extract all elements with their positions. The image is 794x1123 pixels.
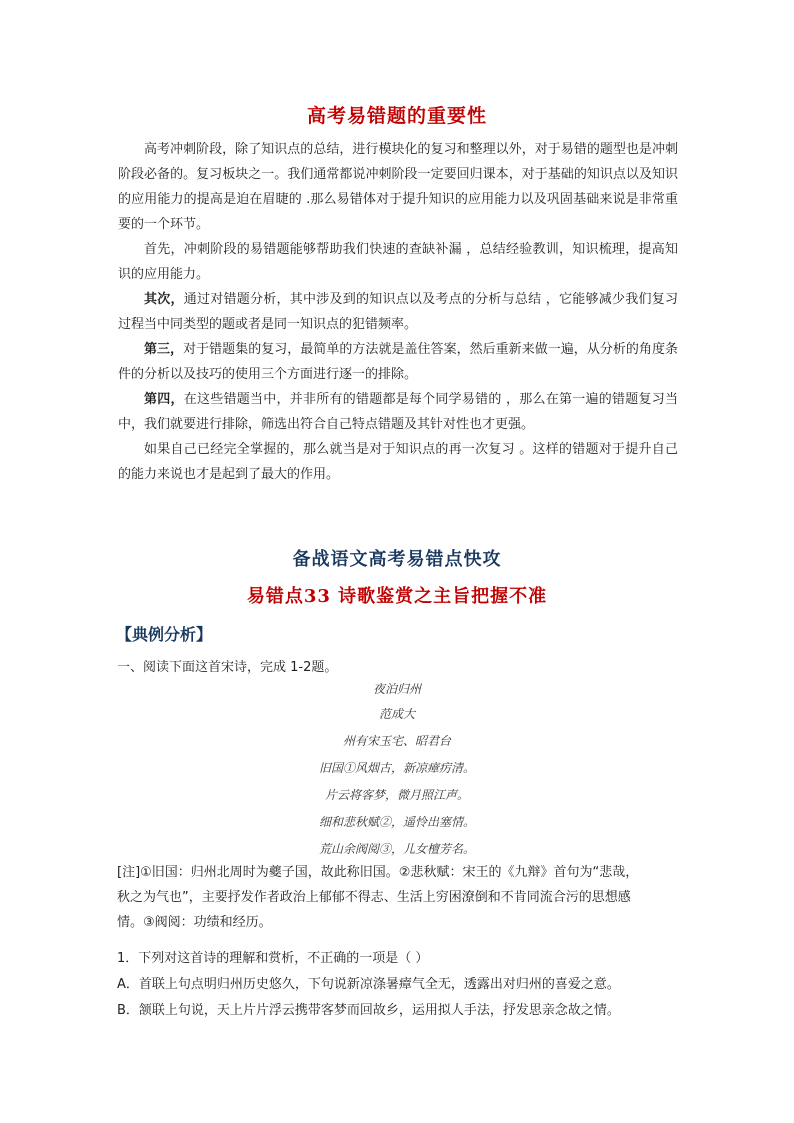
poem-line: 细和悲秋赋②，遥怜出塞情。 [318,815,475,829]
note-line: [注]①旧国：归州北周时为夔子国，故此称旧国。②悲秋赋：宋王的《九辩》首句为“悲哉， [117,865,639,880]
example-heading: 【典例分析】 [116,625,213,644]
section2-title: 备战语文高考易错点快攻 [292,549,502,570]
poem-line: 荒山余阀阅③，儿女檀芳名。 [318,842,475,856]
option-b: B．颔联上句说，天上片片浮云携带客梦而回故乡，运用拟人手法，抒发思亲念故之情。 [117,1003,620,1018]
option-a: A．首联上句点明归州历史悠久，下句说新凉涤暑瘴气全无，透露出对归州的喜爱之意。 [117,977,620,992]
note-line: 秋之为气也”，主要抒发作者政治上郁郁不得志、生活上穷困潦倒和不肯同流合污的思想感 [117,890,631,905]
paragraph: 首先，冲刺阶段的易错题能够帮助我们快速的查缺补漏 ，总结经验教训，知识梳理，提高知识的应用能力。 [118,242,678,282]
paragraph: 第三，对于错题集的复习，最简单的方法就是盖住答案，然后重新来做一遍，从分析的角度条件的分析以及技巧的使用三个方面进行逐一的排除。 [118,342,678,382]
poem-line: 片云将客梦，微月照江声。 [324,788,469,802]
question-1: 1．下列对这首诗的理解和赏析，不正确的一项是（ ） [117,951,429,966]
poem-title: 夜泊归州 [372,682,421,696]
paragraph: 如果自己已经完全掌握的，那么就当是对于知识点的再一次复习 。这样的错题对于提升自己的能力来说也才是起到了最大的作用。 [118,442,678,482]
note-line: 情。③阀阅：功绩和经历。 [117,915,272,930]
poem-author: 范成大 [378,707,415,721]
section2-subtitle: 易错点33 诗歌鉴赏之主旨把握不准 [246,586,548,607]
poem-line: 旧国①风烟古，新凉瘴疠清。 [318,761,475,775]
poem-line: 州有宋玉宅、昭君台 [342,734,451,748]
paragraph: 高考冲刺阶段，除了知识点的总结，进行模块化的复习和整理以外，对于易错的题型也是冲刺阶段必备的。复习板块之一。我们通常都说冲刺阶段一定要回归课本，对于基础的知识点以及知识的应用能力的提高是迫在眉睫的 .那么易错体对于提升知识的应用能力以及巩固基础来说是非常重要的一个环节。 [118,142,678,232]
question-intro: 一、阅读下面这首宋诗，完成 1-2题。 [117,660,338,675]
poem-notes [117,860,682,935]
paragraph: 其次，通过对错题分析，其中涉及到的知识点以及考点的分析与总结 ，它能够减少我们复习过程当中同类型的题或者是同一知识点的犯错频率。 [118,292,678,332]
section-title: 高考易错题的重要性 [306,105,487,127]
paragraph: 第四，在这些错题当中，并非所有的错题都是每个同学易错的 ，那么在第一遍的错题复习当中，我们就要进行排除，筛选出符合自己特点错题及其针对性也才更强。 [118,392,678,432]
intro-body [118,137,678,487]
